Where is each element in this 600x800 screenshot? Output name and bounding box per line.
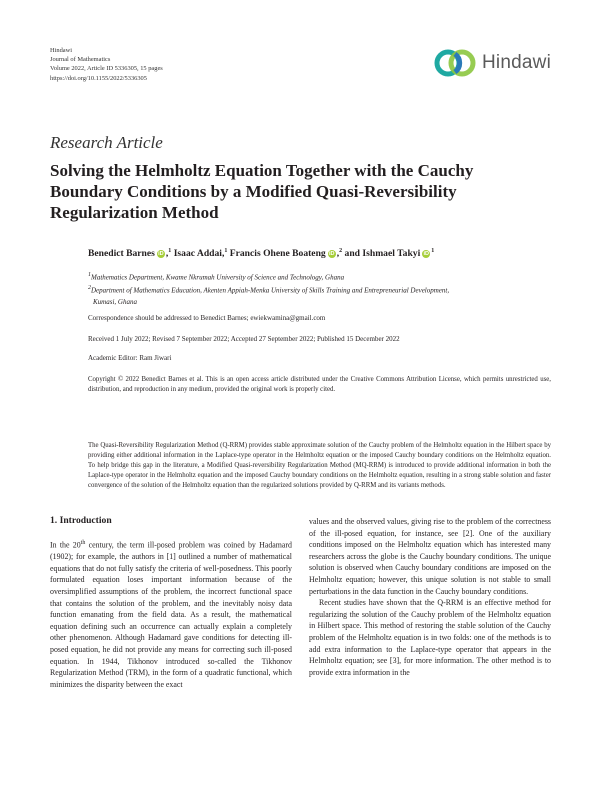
correspondence: Correspondence should be addressed to Benedict Barnes; ewiekwamina@gmail.com — [88, 314, 326, 322]
hindawi-logo — [432, 46, 552, 82]
section-heading: 1. Introduction — [50, 515, 112, 526]
author-name[interactable]: Ishmael Takyi — [362, 248, 421, 260]
affiliation-marker: 1 — [224, 248, 228, 254]
author-list: Benedict Barnes iD ,$^1$ Isaac Addai,$^1$ Francis Ohene Boateng iD ,$^2$ and Ishmael Takyi iD $^1$ — [88, 248, 435, 260]
affiliations: 1Mathematics Department, Kwame Nkrumah University of Science and Technology, Ghana 2Department of Mathematics Education, Akenten Appiah-Menka University of Skills Training and Entrepreneurial Development, Kumasi, Ghana — [88, 270, 553, 308]
journal-name: Journal of Mathematics — [50, 56, 111, 64]
affiliation-text: Department of Mathematics Education, Akenten Appiah-Menka University of Skills Training and Entrepreneurial Development, — [91, 286, 450, 295]
author-conjunction: and — [344, 248, 360, 260]
author-name[interactable]: Isaac Addai — [173, 248, 222, 260]
body-column-right — [309, 516, 551, 678]
affiliation-marker: 1 — [168, 248, 172, 254]
affiliation-text: Mathematics Department, Kwame Nkrumah University of Science and Technology, Ghana — [91, 273, 345, 282]
body-column-left — [50, 538, 292, 690]
article-dates: Received 1 July 2022; Revised 7 September 2022; Accepted 27 September 2022; Published 15 December 2022 — [88, 335, 400, 343]
author-name[interactable]: Francis Ohene Boateng — [229, 248, 326, 260]
hindawi-logo-icon — [432, 46, 480, 80]
paragraph: Recent studies have shown that the Q-RRM is an effective method for regularizing the solution of the Cauchy problem of the Helmholtz equation in Hilbert space. This method of restoring the stable solution of the Cauchy problem of the Helmholtz equation is in two folds: one of the methods is to add extra information to the Laplace-type operator that appears in the Helmholtz equation; see [3], for more information. The other method is to provide extra information in the — [309, 598, 551, 677]
orcid-icon[interactable]: iD — [158, 250, 164, 257]
affiliation-marker: 1 — [431, 248, 435, 254]
volume-line: Volume 2022, Article ID 5336305, 15 pages — [50, 65, 163, 73]
orcid-icon[interactable]: iD — [423, 250, 429, 257]
journal-header — [50, 46, 163, 83]
copyright-notice: Copyright © 2022 Benedict Barnes et al. This is an open access article distributed under the Creative Commons Attribution License, which permits unrestricted use, distribution, and reproduction in any medium, provided the original work is properly cited. — [88, 376, 551, 393]
author-name[interactable]: Benedict Barnes — [88, 248, 155, 260]
publisher-name: Hindawi — [50, 47, 73, 54]
doi-link[interactable]: https://doi.org/10.1155/2022/5336305 — [50, 74, 147, 82]
paragraph: In the 20th century, the term ill-posed problem was coined by Hadamard (1902); for example, the authors in [1] outlined a number of mathematical equations that do not fully satisfy the criteria of well-posedness. This poorly formulated equation loses important information because of the oversimplified assumptions of the problem, the incorrect functional space that contains the solution of the problem, and the inevitably noisy data function emanating from the field data. As a result, the mathematical equation defining such an occurrence can actually explain a completely other phenomenon. Although Hadamard gave conditions for detecting ill-posed equation, he did not provide any means for correcting such ill-posed equation. In 1944, Tikhonov introduced so-called the Tikhonov Regularization Method (TRM), in the form of a quadratic functional, which minimizes the disparity between the exact — [50, 540, 292, 689]
paragraph: values and the observed values, giving rise to the problem of the correctness of the ill-posed equation, for instance, see [2]. One of the auxiliary conditions imposed on the Helmholtz equation which has interested many researchers across the globe is the Cauchy boundary conditions. The unique solution is observed when Cauchy boundary conditions are imposed on the Helmholtz equation; however, this unique solution is not stable to small perturbations in the data function in the Cauchy boundary conditions. — [309, 517, 551, 596]
affiliation-text: Kumasi, Ghana — [93, 297, 137, 306]
logo-text: Hindawi — [482, 52, 551, 73]
academic-editor: Academic Editor: Ram Jiwari — [88, 354, 172, 362]
affiliation-marker: 2 — [339, 248, 343, 254]
article-title: Solving the Helmholtz Equation Together with the Cauchy Boundary Conditions by a Modified Quasi-Reversibility Regularization Method — [50, 161, 474, 222]
orcid-icon[interactable]: iD — [328, 250, 335, 257]
article-type: Research Article — [50, 133, 163, 152]
abstract: The Quasi-Reversibility Regularization Method (Q-RRM) provides stable approximate solution of the Cauchy problem of the Helmholtz equation in the Hilbert space by providing either additional information in the Laplace-type operator in the Helmholtz equation or the imposed Cauchy boundary conditions on the Helmholtz equation. To help bridge this gap in the literature, a Modified Quasi-reversibility Regularization Method (MQ-RRM) is introduced to provide additional information in both the Laplace-type operator in the Helmholtz equation and the imposed Cauchy boundary conditions on the Helmholtz equation, resulting in a strong stable solution and faster convergence of the solution of the Helmholtz equation than the regularized solutions provided by Q-RRM and its variants methods. — [88, 442, 551, 489]
